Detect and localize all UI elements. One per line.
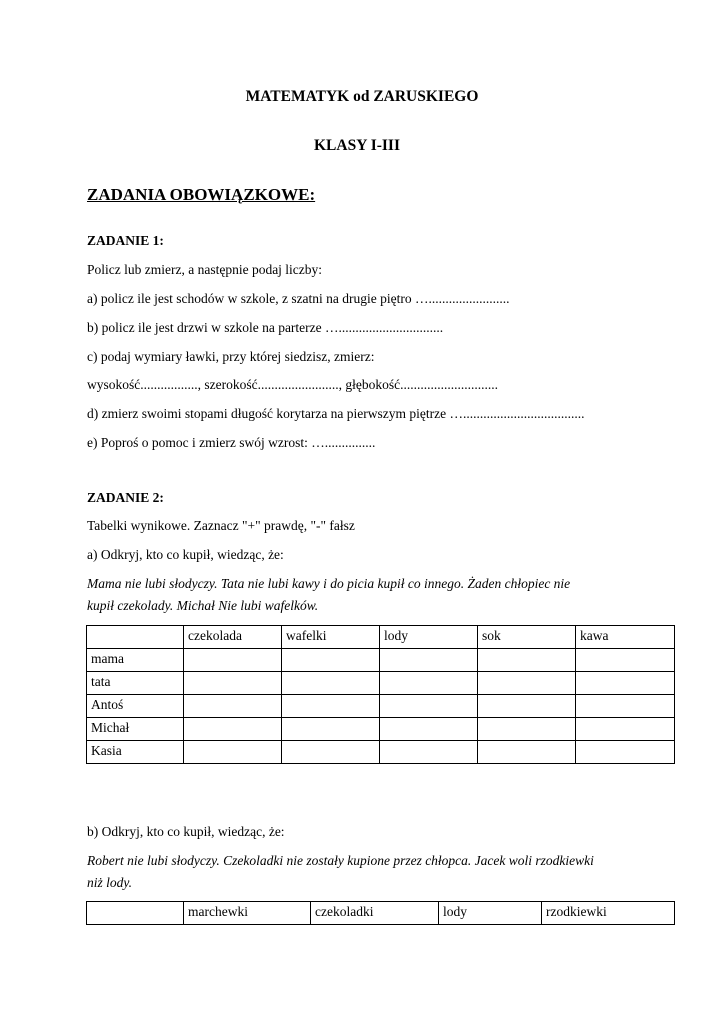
column-header: kawa [576,626,675,649]
table-row [87,741,675,764]
answer-cell[interactable] [576,718,675,741]
table-row [87,718,675,741]
task1-line-a: a) policz ile jest schodów w szkole, z szatni na drugie piętro …........................ [87,291,510,306]
task1-line-b: b) policz ile jest drzwi w szkole na parterze …............................... [87,320,444,335]
answer-cell[interactable] [184,718,282,741]
task2a-story-line: kupił czekolady. Michał Nie lubi wafelków. [87,598,319,613]
table-row [87,649,675,672]
column-header: wafelki [282,626,380,649]
task2b-story-line: Robert nie lubi słodyczy. Czekoladki nie zostały kupione przez chłopca. Jacek woli rzodkiewki [87,853,594,868]
answer-cell[interactable] [576,695,675,718]
answer-cell[interactable] [380,672,478,695]
column-header: sok [478,626,576,649]
answer-cell[interactable] [478,695,576,718]
task1-line-d: d) zmierz swoimi stopami długość korytarza na pierwszym piętrze ….................................... [87,406,585,421]
answer-cell[interactable] [282,695,380,718]
task2a-story-line: Mama nie lubi słodyczy. Tata nie lubi kawy i do picia kupił co innego. Żaden chłopiec nie [87,576,571,591]
table-row [87,695,675,718]
task2b-label: b) Odkryj, kto co kupił, wiedząc, że: [87,824,285,839]
column-header: lody [439,902,542,925]
answer-cell[interactable] [478,718,576,741]
column-header: lody [380,626,478,649]
answer-cell[interactable] [478,672,576,695]
task2b-story-line: niż lody. [87,875,133,890]
row-header: Antoś [87,695,184,718]
table-header-row [87,902,675,925]
column-header: marchewki [184,902,311,925]
task2-heading: ZADANIE 2: [87,490,164,505]
column-header: czekolada [184,626,282,649]
answer-cell[interactable] [184,649,282,672]
task1-heading: ZADANIE 1: [87,233,164,248]
answer-cell[interactable] [576,649,675,672]
answer-cell[interactable] [576,741,675,764]
task2a-label: a) Odkryj, kto co kupił, wiedząc, że: [87,547,284,562]
answer-cell[interactable] [478,649,576,672]
task1-line-c-dims: wysokość................., szerokość........................, głębokość............................. [87,377,498,392]
task1-line-e: e) Poproś o pomoc i zmierz swój wzrost: …............... [87,435,376,450]
answer-cell[interactable] [282,649,380,672]
document-subtitle: KLASY I-III [314,137,400,154]
answer-cell[interactable] [282,741,380,764]
table-header-row [87,626,675,649]
row-header: tata [87,672,184,695]
row-header: Michał [87,718,184,741]
task1-intro: Policz lub zmierz, a następnie podaj liczby: [87,262,323,277]
answer-cell[interactable] [380,741,478,764]
task2a-table [86,625,675,764]
task2-intro: Tabelki wynikowe. Zaznacz "+" prawdę, "-" fałsz [87,518,355,533]
column-header: czekoladki [311,902,439,925]
answer-cell[interactable] [380,695,478,718]
document-title: MATEMATYK od ZARUSKIEGO [245,88,479,105]
column-header: rzodkiewki [542,902,675,925]
answer-cell[interactable] [576,672,675,695]
table-row [87,672,675,695]
table-corner-cell [87,626,184,649]
answer-cell[interactable] [478,741,576,764]
answer-cell[interactable] [282,718,380,741]
answer-cell[interactable] [184,741,282,764]
task2b-table [86,901,675,925]
answer-cell[interactable] [282,672,380,695]
task1-line-c: c) podaj wymiary ławki, przy której siedzisz, zmierz: [87,349,375,364]
row-header: Kasia [87,741,184,764]
answer-cell[interactable] [380,649,478,672]
row-header: mama [87,649,184,672]
section-heading: ZADANIA OBOWIĄZKOWE: [87,185,316,204]
answer-cell[interactable] [184,695,282,718]
answer-cell[interactable] [184,672,282,695]
table-corner-cell [87,902,184,925]
answer-cell[interactable] [380,718,478,741]
